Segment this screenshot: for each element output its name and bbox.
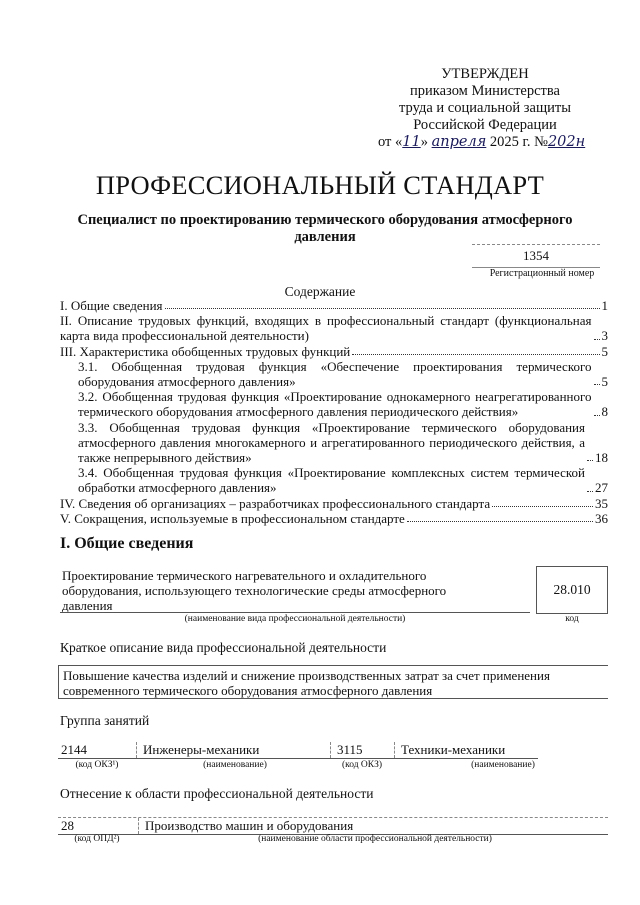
divider xyxy=(60,612,530,613)
caption: (наименование области профессиональной деятельности) xyxy=(258,834,492,844)
order-number: 202н xyxy=(547,134,586,150)
brief-description-label: Краткое описание вида профессиональной деятельности xyxy=(60,640,387,655)
toc-title: Содержание xyxy=(284,284,356,299)
activity-area-row xyxy=(58,817,608,835)
date-day: 11 xyxy=(402,134,421,150)
toc-entry[interactable]: III. Характеристика обобщенных трудовых функций 5 xyxy=(60,343,608,359)
occupation-code: 3115 xyxy=(337,742,363,757)
occupation-group-label: Группа занятий xyxy=(60,713,150,728)
activity-code-caption: код xyxy=(565,614,579,624)
caption: (код ОКЗ) xyxy=(341,760,383,770)
caption: (наименование) xyxy=(203,760,267,770)
toc-entry[interactable]: II. Описание трудовых функций, входящих в профессиональный стандарт (функциональная карта вида профессиональной деятельности) 3 xyxy=(60,313,608,344)
date-year: 2025 г. № xyxy=(489,134,548,150)
area-code: 28 xyxy=(61,818,74,833)
approval-line-2: приказом Министерства xyxy=(410,83,560,99)
activity-kind-caption: (наименование вида профессиональной деятельности) xyxy=(184,614,406,624)
caption: (код ОКЗ¹) xyxy=(75,760,119,770)
toc-entry[interactable]: I. Общие сведения 1 xyxy=(60,298,608,313)
approval-line-3: труда и социальной защиты xyxy=(399,100,571,116)
approval-date-line xyxy=(378,134,610,151)
occupation-name: Инженеры-механики xyxy=(143,742,260,757)
occupation-code: 2144 xyxy=(61,742,87,757)
table-of-contents xyxy=(60,298,608,526)
caption: (код ОПД²) xyxy=(74,834,120,844)
date-mid: » xyxy=(420,134,428,150)
document-title: ПРОФЕССИОНАЛЬНЫЙ СТАНДАРТ xyxy=(95,170,545,200)
section-title: I. Общие сведения xyxy=(60,535,194,552)
document-subtitle: Специалист по проектированию термического оборудования атмосферного давления xyxy=(77,212,573,245)
registration-caption: Регистрационный номер xyxy=(489,268,595,279)
brief-description: Повышение качества изделий и снижение производственных затрат за счет применения современного термического оборудования атмосферного давления xyxy=(58,665,608,699)
approval-line-1: УТВЕРЖДЕН xyxy=(441,66,529,82)
occupation-group-row xyxy=(58,742,538,759)
occupation-name: Техники-механики xyxy=(401,742,506,757)
area-name: Производство машин и оборудования xyxy=(145,818,354,833)
activity-kind: Проектирование термического нагревательного и охладительного оборудования, использующего технологические среды атмосферного давления xyxy=(62,568,447,613)
activity-area-label: Отнесение к области профессиональной деятельности xyxy=(60,786,374,801)
toc-entry[interactable]: 3.2. Обобщенная трудовая функция «Проектирование однокамерного неагрегатированного термического оборудования атмосферного давления периодического действия» 8 xyxy=(78,389,608,420)
registration-number: 1354 xyxy=(472,244,600,268)
date-month: апреля xyxy=(431,134,487,150)
approval-line-4: Российской Федерации xyxy=(413,117,557,133)
toc-entry[interactable]: 3.1. Обобщенная трудовая функция «Обеспечение проектирования термического оборудования атмосферного давления» 5 xyxy=(78,358,608,390)
approval-block xyxy=(360,66,610,151)
toc-entry[interactable]: IV. Сведения об организациях – разработчиках профессионального стандарта 35 xyxy=(60,495,608,511)
caption: (наименование) xyxy=(471,760,535,770)
toc-entry[interactable]: V. Сокращения, используемые в профессиональном стандарте 36 xyxy=(60,510,608,526)
toc-entry[interactable]: 3.3. Обобщенная трудовая функция «Проектирование термического оборудования атмосферного давления многокамерного и агрегатированного периодического действия, а также непрерывного действия» 18 xyxy=(78,419,608,466)
toc-entry[interactable]: 3.4. Обобщенная трудовая функция «Проектирование комплексных систем термической обработки атмосферного давления» 27 xyxy=(78,465,608,496)
date-prefix: от « xyxy=(378,134,403,150)
activity-code: 28.010 xyxy=(536,566,608,614)
